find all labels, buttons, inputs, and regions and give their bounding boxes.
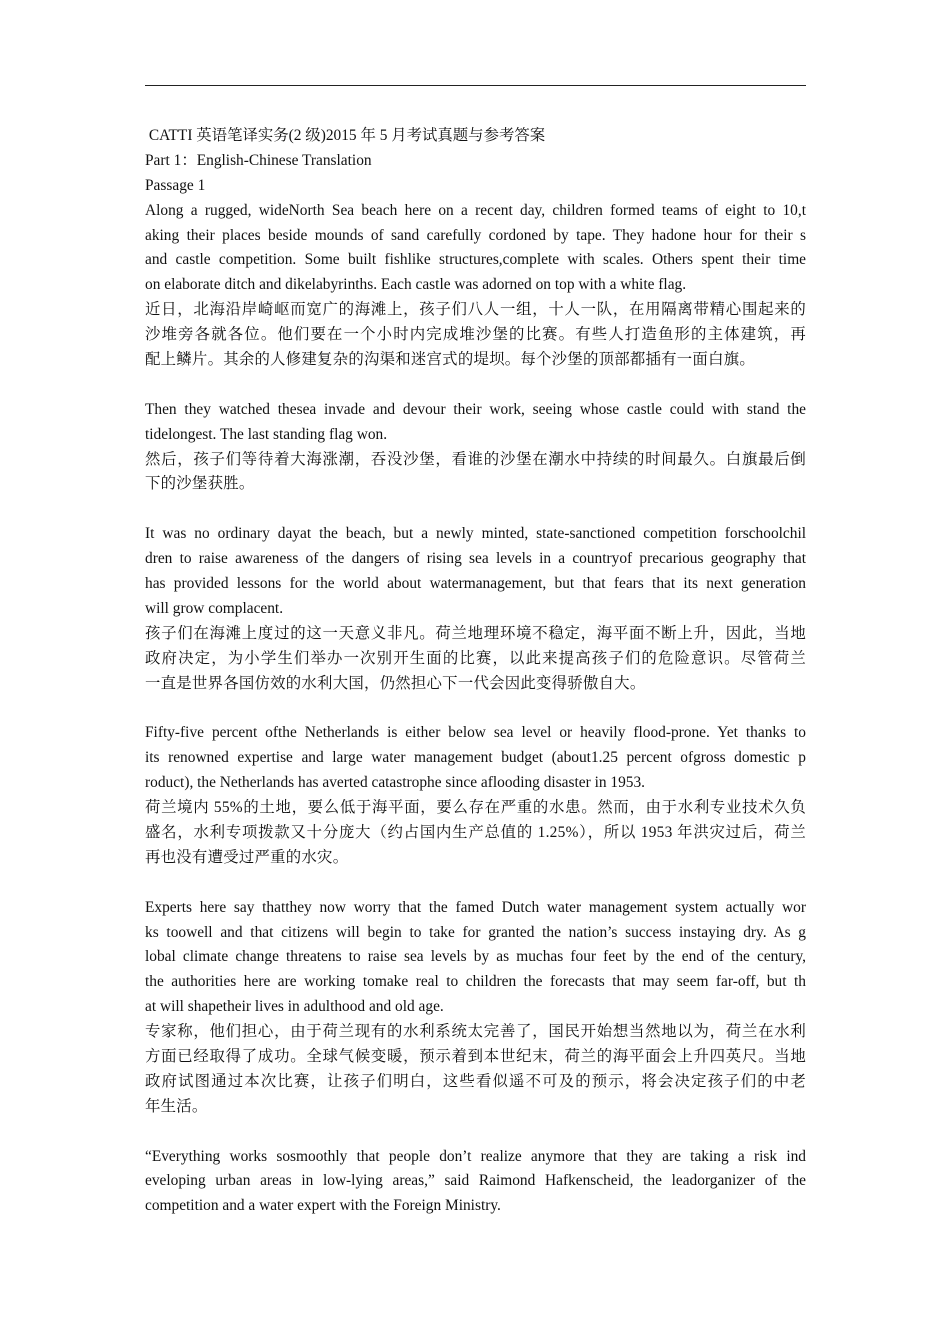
english-line: eveloping urban areas in low-lying areas,” said Raimond Hafkenscheid, the leadorganizer of the [145,1172,806,1190]
english-line: competition and a water expert with the Foreign Ministry. [145,1197,501,1215]
chinese-line: 方面已经取得了成功。全球气候变暖，预示着到本世纪末，荷兰的海平面会上升四英尺。当地 [145,1047,806,1065]
paragraph-gap [145,871,806,896]
english-line: “Everything works sosmoothly that people don’t realize anymore that they are taking a risk ind [145,1147,806,1165]
english-line: Experts here say thatthey now worry that the famed Dutch water management system actually wor [145,898,806,916]
paragraph-pair [145,1145,806,1220]
chinese-line: 近日，北海沿岸崎岖而宽广的海滩上，孩子们八人一组，十人一队，在用隔离带精心围起来的 [145,301,806,319]
chinese-line: 配上鳞片。其余的人修建复杂的沟渠和迷宫式的堤坝。每个沙堡的顶部都插有一面白旗。 [145,351,755,369]
english-line: Along a rugged, wideNorth Sea beach here on a recent day, children formed teams of eight to 10,t [145,201,806,219]
document-body [145,124,806,1219]
chinese-line: 一直是世界各国仿效的水利大国，仍然担心下一代会因此变得骄傲自大。 [145,674,646,692]
paragraph-list [145,199,806,1220]
english-line: lobal climate change threatens to raise sea levels by as muchas four feet by the end of the century, [145,948,806,966]
chinese-line: 政府决定，为小学生们举办一次别开生面的比赛，以此来提高孩子们的危险意识。尽管荷兰 [145,649,806,667]
paragraph-pair [145,896,806,1120]
header-rule [145,85,806,86]
english-line: It was no ordinary dayat the beach, but a newly minted, state-sanctioned competition forschoolchil [145,525,806,543]
chinese-line: 然后，孩子们等待着大海涨潮，吞没沙堡，看谁的沙堡在潮水中持续的时间最久。白旗最后倒 [145,450,806,468]
english-line: Then they watched thesea invade and devour their work, seeing whose castle could with stand the [145,400,806,418]
paragraph-gap [145,373,806,398]
document-title: CATTI 英语笔译实务(2 级)2015 年 5 月考试真题与参考答案 [145,127,546,144]
paragraph-pair [145,398,806,498]
english-line: ks toowell and that citizens will begin to take for granted the nation’s success instaying dry. As g [145,923,806,941]
paragraph-gap [145,1120,806,1145]
paragraph-pair [145,721,806,870]
english-line: its renowned expertise and large water management budget (about1.25 percent ofgross domestic p [145,749,806,767]
english-line: aking their places beside mounds of sand carefully cordoned by tape. They hadone hour for their s [145,226,806,244]
chinese-line: 沙堆旁各就各位。他们要在一个小时内完成堆沙堡的比赛。有些人打造鱼形的主体建筑，再 [145,326,806,344]
chinese-line: 荷兰境内 55%的土地，要么低于海平面，要么存在严重的水患。然而，由于水利专业技术久负 [145,799,806,817]
english-line: will grow complacent. [145,599,284,617]
paragraph-pair [145,199,806,373]
english-line: at will shapetheir lives in adulthood and old age. [145,998,444,1016]
english-line: Fifty-five percent ofthe Netherlands is either below sea level or heavily flood-prone. Yet thanks to [145,724,806,742]
english-line: tidelongest. The last standing flag won. [145,425,388,443]
passage-heading: Passage 1 [145,176,206,194]
english-line: has provided lessons for the world about watermanagement, but that fears that its next generation [145,575,806,593]
paragraph-gap [145,696,806,721]
chinese-line: 年生活。 [145,1097,208,1115]
english-line: dren to raise awareness of the dangers of rising sea levels in a countryof precarious geography that [145,550,806,568]
chinese-line: 专家称，他们担心，由于荷兰现有的水利系统太完善了，国民开始想当然地以为，荷兰在水利 [145,1023,806,1041]
chinese-line: 孩子们在海滩上度过的这一天意义非凡。荷兰地理环境不稳定，海平面不断上升，因此，当地 [145,624,806,642]
paragraph-pair [145,522,806,696]
chinese-line: 再也没有遭受过严重的水灾。 [145,848,349,866]
paragraph-gap [145,497,806,522]
english-line: roduct), the Netherlands has averted catastrophe since aflooding disaster in 1953. [145,774,646,792]
chinese-line: 政府试图通过本次比赛，让孩子们明白，这些看似遥不可及的预示，将会决定孩子们的中老 [145,1072,806,1090]
english-line: the authorities here are working tomake real to children the forecasts that may seem far-off, but th [145,973,806,991]
part-heading: Part 1：English-Chinese Translation [145,151,372,169]
english-line: on elaborate ditch and dikelabyrinths. Each castle was adorned on top with a white flag. [145,276,687,294]
chinese-line: 下的沙堡获胜。 [145,475,255,493]
chinese-line: 盛名，水利专项拨款又十分庞大（约占国内生产总值的 1.25%），所以 1953 年洪灾过后，荷兰 [145,823,806,841]
english-line: and castle competition. Some built fishlike structures,complete with scales. Others spent their time [145,251,806,269]
